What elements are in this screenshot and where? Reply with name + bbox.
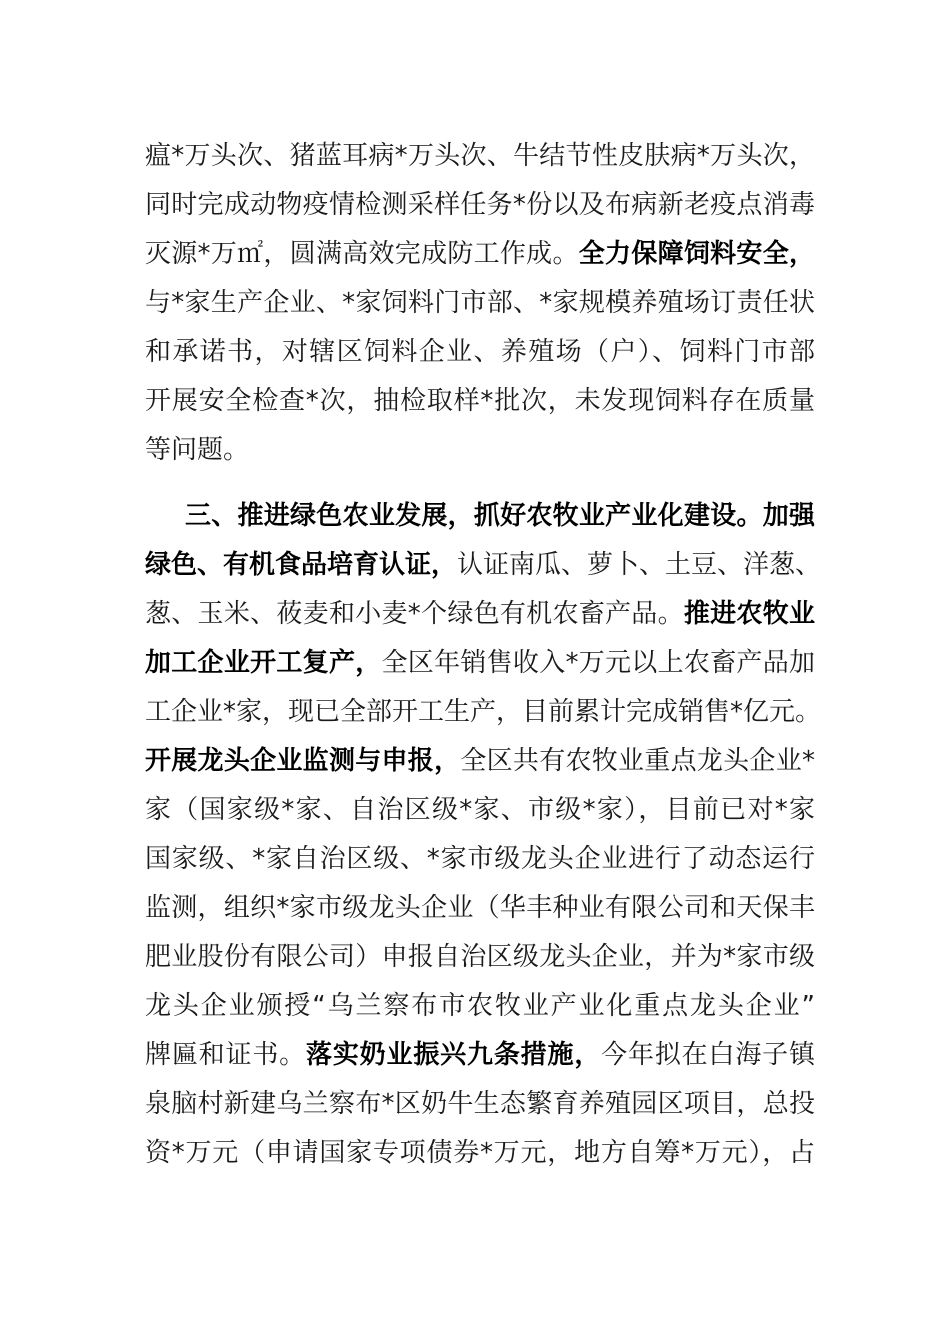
bold-text-segment: 落实奶业振兴九条措施， xyxy=(306,1040,602,1070)
text-line xyxy=(145,381,815,421)
text-line xyxy=(145,185,815,225)
text-segment: 全区年销售收入*万元以上农畜产品加 xyxy=(381,648,815,678)
text-segment: 灭源*万㎡，圆满高效完成防工作成。 xyxy=(145,239,579,269)
text-line xyxy=(145,430,815,470)
text-line xyxy=(145,888,815,928)
text-line xyxy=(185,496,815,536)
text-segment: 和承诺书，对辖区饲料企业、养殖场（户）、饲料门市部 xyxy=(145,337,815,367)
text-segment: 同时完成动物疫情检测采样任务*份以及布病新老疫点消毒 xyxy=(145,190,815,220)
bold-text-segment: 三、推进绿色农业发展，抓好农牧业产业化建设。加强 xyxy=(185,501,815,531)
text-segment: 全区共有农牧业重点龙头企业* xyxy=(460,746,815,776)
text-segment: 开展安全检查*次，抽检取样*批次，未发现饲料存在质量 xyxy=(145,386,815,416)
text-line xyxy=(145,1133,815,1173)
text-line xyxy=(145,545,822,585)
text-segment: 瘟*万头次、猪蓝耳病*万头次、牛结节性皮肤病*万头次， xyxy=(145,141,815,171)
text-segment: 家（国家级*家、自治区级*家、市级*家），目前已对*家 xyxy=(145,795,815,825)
text-line xyxy=(145,839,815,879)
text-line xyxy=(145,741,815,781)
text-segment: 牌匾和证书。 xyxy=(145,1040,306,1070)
text-segment: 认证南瓜、萝卜、土豆、洋葱、 xyxy=(457,550,822,580)
text-segment: 今年拟在白海子镇 xyxy=(601,1040,815,1070)
text-segment: 监测，组织*家市级龙头企业（华丰种业有限公司和天保丰 xyxy=(145,893,815,923)
text-line xyxy=(145,136,815,176)
text-line xyxy=(145,1035,815,1075)
text-line xyxy=(145,283,815,323)
text-line xyxy=(145,332,815,372)
text-segment: 工企业*家，现已全部开工生产，目前累计完成销售*亿元。 xyxy=(145,697,822,727)
bold-text-segment: 推进农牧业 xyxy=(683,599,815,629)
text-segment: 泉脑村新建乌兰察布*区奶牛生态繁育养殖园区项目，总投 xyxy=(145,1089,815,1119)
text-segment: 等问题。 xyxy=(145,435,250,465)
bold-text-segment: 开展龙头企业监测与申报， xyxy=(145,746,461,776)
text-segment: 资*万元（申请国家专项债券*万元，地方自筹*万元），占 xyxy=(145,1138,815,1168)
text-segment: 葱、玉米、莜麦和小麦*个绿色有机农畜产品。 xyxy=(145,599,684,629)
text-line xyxy=(145,643,815,683)
text-line xyxy=(145,234,815,274)
text-segment: 与*家生产企业、*家饲料门市部、*家规模养殖场订责任状 xyxy=(145,288,815,318)
text-segment: 龙头企业颁授“乌兰察布市农牧业产业化重点龙头企业” xyxy=(145,991,815,1021)
text-line xyxy=(145,937,815,977)
bold-text-segment: 绿色、有机食品培育认证， xyxy=(145,550,458,580)
text-line xyxy=(145,1084,815,1124)
text-line xyxy=(145,594,815,634)
text-line xyxy=(145,790,815,830)
text-segment: 肥业股份有限公司）申报自治区级龙头企业，并为*家市级 xyxy=(145,942,815,972)
text-line xyxy=(145,986,815,1026)
bold-text-segment: 全力保障饲料安全， xyxy=(578,239,815,269)
text-line xyxy=(145,692,822,732)
bold-text-segment: 加工企业开工复产， xyxy=(145,648,382,678)
text-segment: 国家级、*家自治区级、*家市级龙头企业进行了动态运行 xyxy=(145,844,815,874)
